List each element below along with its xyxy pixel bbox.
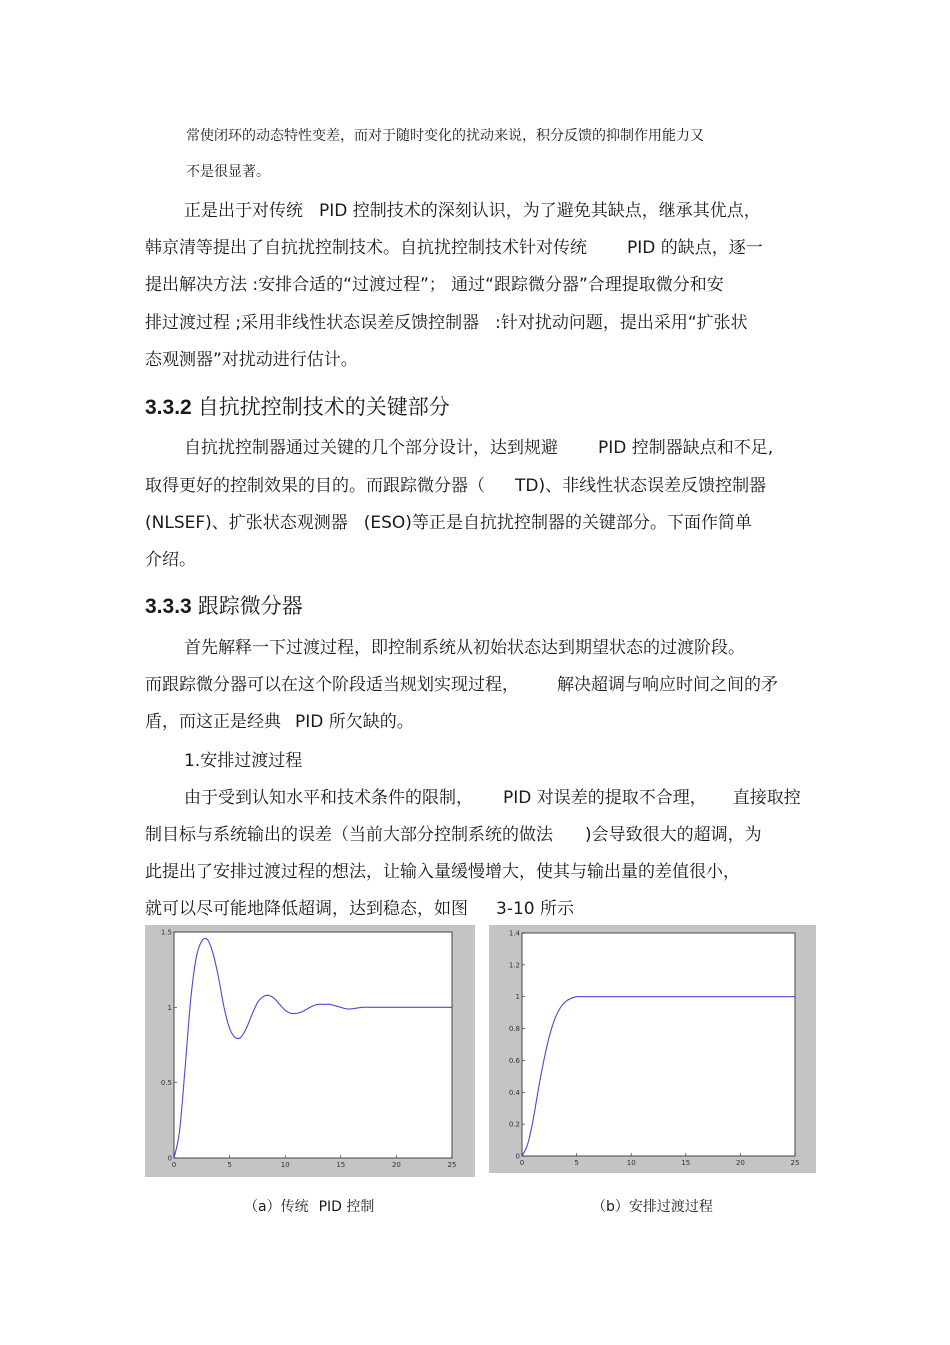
paragraph-line: 自抗扰控制器通过关键的几个部分设计，达到规避 PID 控制器缺点和不足, xyxy=(184,438,774,458)
paragraph-line: 此提出了安排过渡过程的想法，让输入量缓慢增大，使其与输出量的差值很小， xyxy=(145,862,740,882)
paragraph-line: 常使闭环的动态特性变差，而对于随时变化的扰动来说，积分反馈的抑制作用能力又 xyxy=(186,128,704,144)
paragraph-line: 正是出于对传统 PID 控制技术的深刻认识，为了避免其缺点，继承其优点， xyxy=(184,201,761,221)
paragraph-line: 不是很显著。 xyxy=(186,164,270,180)
figure-b-y-tick-label: 1.4 xyxy=(508,929,520,938)
figure-a-y-tick-label: 0 xyxy=(167,1154,172,1163)
paragraph-line: 提出解决方法 :安排合适的“过渡过程”； 通过“跟踪微分器”合理提取微分和安 xyxy=(145,275,724,295)
figure-a-chart xyxy=(145,925,475,1177)
paragraph-line: 制目标与系统输出的误差（当前大部分控制系统的做法 )会导致很大的超调，为 xyxy=(145,825,762,845)
paragraph-line: 介绍。 xyxy=(145,550,196,570)
paragraph-line: 首先解释一下过渡过程，即控制系统从初始状态达到期望状态的过渡阶段。 xyxy=(184,638,745,658)
figure-a-x-tick-label: 0 xyxy=(171,1161,177,1169)
list-item-heading: 1.安排过渡过程 xyxy=(184,751,303,771)
figure-b-y-tick-label: 1 xyxy=(515,993,520,1002)
figure-b-x-tick-label: 25 xyxy=(790,1159,800,1167)
figure-a-x-tick-label: 10 xyxy=(280,1161,290,1169)
figure-a-panel xyxy=(145,925,475,1177)
figure-b-y-tick-label: 0.6 xyxy=(508,1056,520,1065)
paragraph-line: 排过渡过程 ;采用非线性状态误差反馈控制器 :针对扰动问题，提出采用“扩张状 xyxy=(145,313,748,333)
figure-b-x-tick-label: 0 xyxy=(519,1159,525,1167)
figure-b-y-tick-label: 1.2 xyxy=(508,961,520,970)
figure-b-plot-area xyxy=(522,933,795,1156)
figure-b-chart xyxy=(489,925,816,1173)
paragraph-line: 而跟踪微分器可以在这个阶段适当规划实现过程， 解决超调与响应时间之间的矛 xyxy=(145,675,778,695)
figure-b-y-tick-label: 0.4 xyxy=(508,1088,520,1097)
section-heading-3-3-2: 3.3.2 自抗扰控制技术的关键部分 xyxy=(145,395,450,419)
figure-a-x-tick-label: 25 xyxy=(447,1161,457,1169)
paragraph-line: 就可以尽可能地降低超调，达到稳态，如图 3-10 所示 xyxy=(145,899,574,919)
figure-a-x-tick-label: 5 xyxy=(227,1161,232,1169)
paragraph-line: 态观测器”对扰动进行估计。 xyxy=(145,350,358,370)
figure-a-caption: （a）传统 PID 控制 xyxy=(244,1199,375,1215)
figure-b-x-tick-label: 15 xyxy=(681,1159,691,1167)
figure-b-x-tick-label: 20 xyxy=(735,1159,745,1167)
figure-b-x-tick-label: 10 xyxy=(626,1159,636,1167)
figure-b-x-tick-label: 5 xyxy=(574,1159,579,1167)
figure-a-y-tick-label: 1 xyxy=(167,1003,172,1012)
figure-b-panel xyxy=(489,925,816,1173)
figure-a-x-tick-label: 20 xyxy=(391,1161,401,1169)
figure-b-caption: （b）安排过渡过程 xyxy=(592,1199,713,1215)
paragraph-line: (NLSEF)、扩张状态观测器 (ESO)等正是自抗扰控制器的关键部分。下面作简单 xyxy=(145,513,752,533)
figure-a-y-tick-label: 0.5 xyxy=(160,1079,172,1088)
paragraph-line: 韩京清等提出了自抗扰控制技术。自抗扰控制技术针对传统 PID 的缺点，逐一 xyxy=(145,238,763,258)
figure-b-y-tick-label: 0.8 xyxy=(508,1025,520,1034)
figure-a-y-tick-label: 1.5 xyxy=(160,928,172,937)
paragraph-line: 取得更好的控制效果的目的。而跟踪微分器（ TD)、非线性状态误差反馈控制器 xyxy=(145,476,767,496)
figure-a-x-tick-label: 15 xyxy=(336,1161,346,1169)
figure-b-y-tick-label: 0.2 xyxy=(508,1120,520,1129)
section-heading-3-3-3: 3.3.3 跟踪微分器 xyxy=(145,594,303,618)
figure-b-y-tick-label: 0 xyxy=(515,1152,520,1161)
paragraph-line: 由于受到认知水平和技术条件的限制， PID 对误差的提取不合理， 直接取控 xyxy=(184,788,801,808)
paragraph-line: 盾，而这正是经典 PID 所欠缺的。 xyxy=(145,712,414,732)
